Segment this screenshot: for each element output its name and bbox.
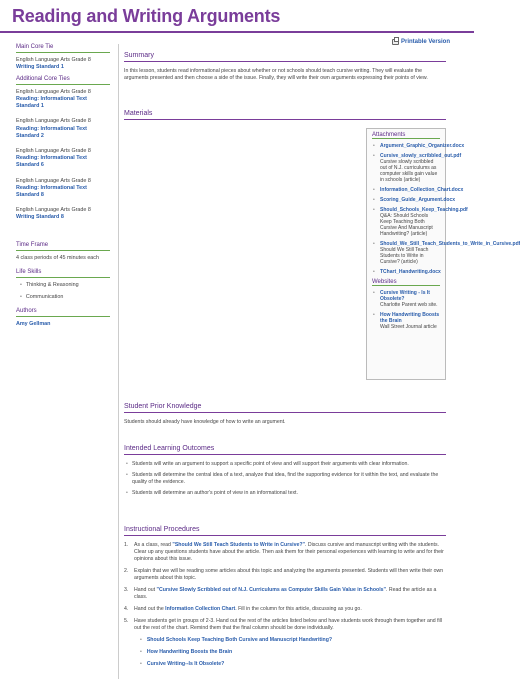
step-text: . Read the article as a class. [134,587,437,600]
course-name: English Language Arts Grade 8 [16,57,91,64]
step-text: As a class, read [134,542,173,548]
step-item [124,568,446,582]
list-item [380,241,520,265]
article-link[interactable]: • Should Schools Keep Teaching Both Cursive and Manuscript Handwriting? [140,637,446,644]
list-item: • Students will determine an author's point of view in an informational text. [124,490,446,497]
list-item: • Thinking & Reasoning [20,282,110,289]
outcomes-heading: Intended Learning Outcomes [124,445,446,455]
website-link[interactable]: • How Handwriting Boosts the Brain [380,312,440,324]
procedures-heading: Instructional Procedures [124,526,446,536]
outcomes-list [124,461,446,497]
list-item: • Communication [20,294,110,301]
life-skills-heading: Life Skills [16,269,110,278]
procedures-section [124,526,446,673]
standard-link[interactable]: Reading: Informational Text Standard 8 [16,184,87,199]
attachment-desc: Q&A: Should Schools Keep Teaching Both Cursive And Manuscript Handwriting? (article) [380,213,433,237]
website-desc: Charlotte Parent web site. [380,302,438,308]
list-item: • Students will determine the central idea of a text, analyze that idea, find the supporting evidence for it within the text, and evaluate the quality of the evidence. [124,472,446,486]
step-item [124,587,446,601]
core-tie [16,148,110,170]
attachment-link[interactable]: • Information_Collection_Chart.docx [380,187,464,193]
attachment-link[interactable]: • Should_Schools_Keep_Teaching.pdf [380,207,468,213]
course-name: English Language Arts Grade 8 [16,148,91,155]
step-text: Hand out [134,587,157,593]
step-item [124,542,446,563]
additional-core-ties-heading: Additional Core Ties [16,76,110,85]
websites-list [372,290,440,330]
step-number: 2. [124,568,129,574]
attachment-link[interactable]: • Argument_Graphic_Organizer.docx [380,143,465,149]
step-number: 1. [124,542,129,548]
standard-link[interactable]: Reading: Informational Text Standard 1 [16,96,87,110]
website-desc: Wall Street Journal article [380,324,437,330]
prior-knowledge-text: Students should already have knowledge of how to write an argument. [124,419,286,425]
main-core-tie-heading: Main Core Tie [16,44,110,53]
summary-section [124,52,446,82]
article-links [140,637,446,668]
core-tie [16,178,110,200]
procedures-list [124,542,446,632]
step-item [124,618,446,632]
websites-heading: Websites [372,279,440,286]
step-text: Explain that we will be reading some articles about this topic and analyzing the arguments presented. Students will then write their own arguments about this topic. [134,568,444,581]
author-link[interactable]: Amy Gellman [16,320,51,327]
core-tie [16,118,110,140]
prior-knowledge-section [124,403,446,426]
list-item [380,197,456,203]
column-divider [118,44,119,679]
outcomes-section [124,445,446,501]
standard-link[interactable]: Writing Standard 1 [16,64,64,71]
step-link[interactable]: Information Collection Chart [165,606,236,612]
step-link[interactable]: "Should We Still Teach Students to Write in Cursive?" [172,542,305,548]
prior-knowledge-heading: Student Prior Knowledge [124,403,446,413]
summary-text: In this lesson, students read informational pieces about whether or not schools should teach cursive writing. They will evaluate the arguments presented and then choose a side of the issue. Finally, they will write their own arguments expressing their points of view. [124,68,428,81]
course-name: English Language Arts Grade 8 [16,118,91,125]
course-name: English Language Arts Grade 8 [16,207,91,214]
list-item [380,312,440,330]
course-name: English Language Arts Grade 8 [16,88,91,95]
core-tie [16,89,110,111]
list-item [380,207,468,237]
step-text: . Discuss cursive and manuscript writing with the students. Clear up any questions students have about the article. Then ask them for their personal experiences with learning to write and for their opinions about this issue. [134,542,444,562]
page-title: Reading and Writing Arguments [12,6,281,26]
website-link[interactable]: • Cursive Writing - Is It Obsolete? [380,290,430,302]
list-item [380,153,462,183]
materials-section [124,110,446,126]
list-item [380,143,465,149]
article-link[interactable]: • How Handwriting Boosts the Brain [140,649,446,656]
list-item [380,290,440,308]
title-rule [0,31,474,33]
step-number: 4. [124,606,129,612]
step-text: Have students get in groups of 2-3. Hand out the rest of the articles listed below and have students work through them together and fill out the rest of the chart. Remind them that the final column should be done individually. [134,618,442,631]
main-core-tie [16,57,110,71]
printable-version-link[interactable] [392,39,450,45]
standard-link[interactable]: Reading: Informational Text Standard 6 [16,155,87,169]
printer-icon [392,39,399,45]
course-name: English Language Arts Grade 8 [16,177,91,184]
sidebar [16,44,110,328]
standard-link[interactable]: Writing Standard 8 [16,214,64,221]
summary-heading: Summary [124,52,446,62]
core-tie [16,207,110,221]
attachment-desc: Cursive slowly scribbled out of N.J. curriculums as computer skills gain value in schools (article) [380,159,438,183]
standard-link[interactable]: Reading: Informational Text Standard 2 [16,125,87,139]
life-skills-list [20,282,110,301]
materials-heading: Materials [124,110,446,120]
attachments-heading: Attachments [372,132,440,139]
attachments-box [366,128,520,380]
attachment-link[interactable]: • TChart_Handwriting.docx [380,269,441,275]
attachment-link[interactable]: • Cursive_slowly_scribbled_out.pdf [380,153,462,159]
step-number: 3. [124,587,129,593]
time-frame: 4 class periods of 45 minutes each [16,254,100,261]
attachment-desc: Should We Still Teach Students to Write in Cursive? (article) [380,247,429,265]
list-item [380,187,464,193]
step-text: Hand out the [134,606,166,612]
step-number: 5. [124,618,129,624]
list-item: • Students will write an argument to support a specific point of view and will support their arguments with clear information. [124,461,446,468]
authors-heading: Authors [16,308,110,317]
attachments-list [372,143,520,275]
attachment-link[interactable]: • Scoring_Guide_Argument.docx [380,197,456,203]
step-link[interactable]: "Cursive Slowly Scribbled out of N.J. Curriculums as Computer Skills Gain Value in Schools" [156,587,386,593]
step-text: . Fill in the column for this article, discussing as you go. [235,606,362,612]
time-frame-heading: Time Frame [16,242,110,251]
printable-label: Printable Version [401,39,451,45]
step-item [124,606,446,613]
article-link[interactable]: • Cursive Writing--Is It Obsolete? [140,661,446,668]
attachment-link[interactable]: • Should_We_Still_Teach_Students_to_Write_in_Cursive.pdf [380,241,520,247]
list-item [380,269,440,275]
